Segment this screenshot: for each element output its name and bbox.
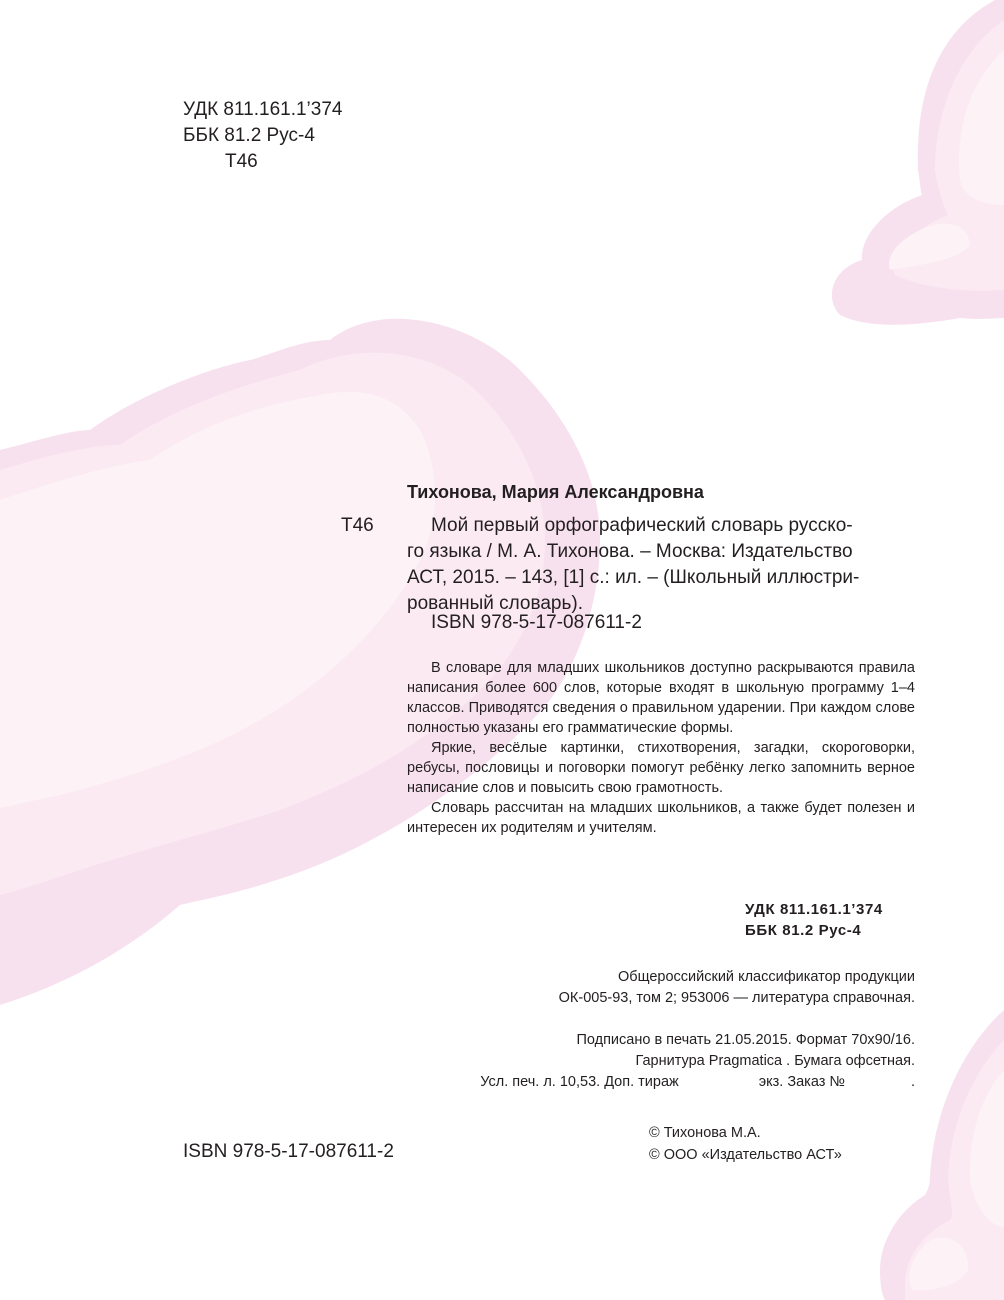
print-info-line: Подписано в печать 21.05.2015. Формат 70x90/16. — [576, 1032, 915, 1048]
classifier-line: Общероссийский классификатор продукции — [618, 969, 915, 985]
annotation-paragraph: В словаре для младших школьников доступно раскрываются правила написания более 600 слов, которые входят в школьную программу 1–4 классов. Приводятся сведения о правильном ударении. При каждом слове полностью указаны его грамматические формы. — [407, 660, 915, 736]
print-info — [480, 1030, 915, 1093]
bbk-code: ББК 81.2 Рус-4 — [183, 125, 315, 146]
top-classification-codes — [183, 97, 342, 175]
bibliographic-line: го языка / М. А. Тихонова. – Москва: Издательство — [407, 541, 853, 562]
copyright — [649, 1122, 842, 1166]
classifier-line: ОК-005-93, том 2; 953006 — литература справочная. — [558, 990, 915, 1006]
order-label: экз. Заказ № — [758, 1074, 845, 1090]
author-mark: Т46 — [225, 151, 258, 172]
order-end: . — [910, 1074, 915, 1090]
annotation-paragraph: Яркие, весёлые картинки, стихотворения, загадки, скороговорки, ребусы, пословицы и поговорки помогут ребёнку легко запомнить верное написание слов и повысить свою грамотность. — [407, 740, 915, 796]
udk-code-bold: УДК 811.161.1’374 — [745, 901, 883, 918]
bibliographic-description — [407, 513, 915, 617]
bibliographic-line: рованный словарь). — [407, 593, 584, 614]
bibliographic-line: Мой первый орфографический словарь русско- — [431, 515, 853, 536]
print-run-label: Усл. печ. л. 10,53. Доп. тираж — [480, 1074, 679, 1090]
copyright-author: © Тихонова М.А. — [649, 1125, 761, 1141]
annotation-paragraph: Словарь рассчитан на младших школьников, а также будет полезен и интересен их родителям и учителям. — [407, 800, 915, 836]
top-right-blob — [832, 0, 1004, 325]
copyright-publisher: © ООО «Издательство АСТ» — [649, 1147, 842, 1163]
catalog-author-mark: Т46 — [341, 515, 374, 536]
catalog-author-heading: Тихонова, Мария Александровна — [407, 482, 704, 502]
catalog-isbn: ISBN 978-5-17-087611-2 — [431, 612, 642, 633]
udk-code: УДК 811.161.1’374 — [183, 99, 343, 120]
isbn-bottom: ISBN 978-5-17-087611-2 — [183, 1141, 394, 1162]
product-classifier — [559, 967, 915, 1009]
print-info-line: Гарнитура Pragmatica . Бумага офсетная. — [635, 1053, 915, 1069]
annotation — [407, 658, 915, 838]
bbk-code-bold: ББК 81.2 Рус-4 — [745, 922, 862, 939]
classification-codes-bold — [745, 899, 883, 941]
print-info-line — [480, 1072, 915, 1093]
bibliographic-line: АСТ, 2015. – 143, [1] с.: ил. – (Школьный иллюстри- — [407, 567, 860, 588]
